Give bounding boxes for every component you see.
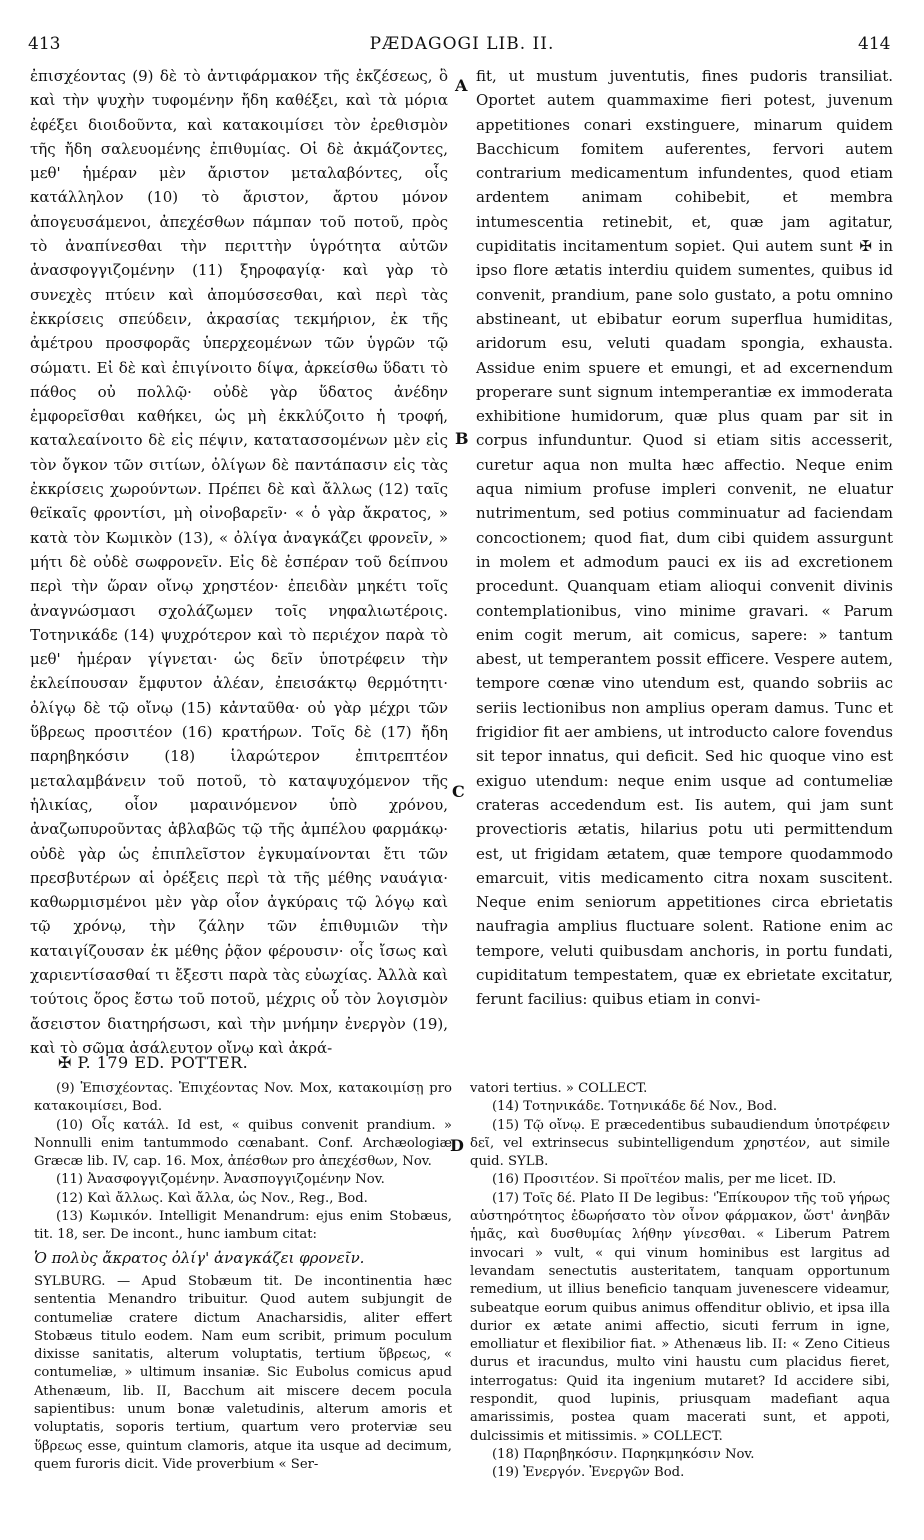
footnote-17: (17) Τοῖς δέ. Plato II De legibus: 'Ἐπίκουρον τῆς τοῦ γήρως αὐστηρότητος ἐδωρήσατο τὸν οἶνον φάρμακον, ὥστ' ἀνηβᾶν ἡμᾶς, καὶ δυσθυμίας λήθην γίνεσθαι. « Liberum Patrem invocari » vult, « qui vinum hominibus est largitus ad levandam senectutis austeritatem, tanquam opportunum remedium, ut illius beneficio tanquam juvenescere videamur, subeatque eorum quibus animus offenditur oblivio, et ipsa illa durior ex ætate animi affectio, sicuti ferrum in igne, emolliatur et flexibilior fiat. » Athenæus lib. II: « Zeno Citieus durus et iracundus, multo vini haustu cum placidus fieret, interrogatus: Quid ita ingenium mutaret? Id accidere sibi, respondit, quod lupinis, priusquam madefiant aqua amarissimis, postea quam macerati sunt, et appoti, dulcissimis et mitissimis. » COLLECT. xyxy=(470,1190,890,1444)
footnote-13-continued: SYLBURG. — Apud Stobæum tit. De incontinentia hæc sententia Menandro tribuitur. Quod autem subjungit de contumeliæ cratere dictum Anacharsidis, aliter effert Stobæus titulo eodem. Nam eum scribit, primum poculum dixisse sanitatis, alterum voluptatis, tertium ὕβρεως, « contumeliæ, » ultimum insaniæ. Sic Eubolus comicus apud Athenæum, lib. II, Bacchum ait miscere decem pocula sapientibus: unum bonæ valetudinis, alterum amoris et voluptatis, soporis tertium, quartum vero proterviæ seu ὕβρεως esse, quintum clamoris, atque ita usque ad decimum, quem furoris dicit. Vide proverbium « Ser- xyxy=(34,1273,452,1472)
quoted-verse: Ὁ πολὺς ἄκρατος ὀλίγ' ἀναγκάζει φρονεῖν. xyxy=(34,1248,365,1267)
footnote-13-end: vatori tertius. » COLLECT. xyxy=(470,1081,648,1096)
potter-page-reference: ✠ P. 179 ED. POTTER. xyxy=(58,1053,249,1072)
footnotes-right xyxy=(470,1080,890,1483)
footnote-9: (9) Ἐπισχέοντας. Ἐπιχέοντας Nov. Mox, κατακοιμίσῃ pro κατακοιμίσει, Bod. xyxy=(34,1081,452,1115)
margin-marker-d: D xyxy=(450,1136,464,1155)
running-head: PÆDAGOGI LIB. II. xyxy=(369,34,555,54)
footnote-15: (15) Τῷ οἴνῳ. E præcedentibus subaudiendum ὑποτρέφειν δεῖ, vel extrinsecus subintelligendum χρηστέον, aut simile quid. SYLB. xyxy=(470,1117,890,1170)
footnotes-left xyxy=(34,1080,452,1474)
footnote-10: (10) Οἷς κατάλ. Id est, « quibus convenit prandium. » Nonnulli enim tantummodo cœnabant. Conf. Archæologiæ Græcæ lib. IV, cap. 16. Mox, ἀπέσθων pro ἀπεχέσθων, Nov. xyxy=(34,1117,452,1170)
footnote-11: (11) Ἀνασφογγιζομένην. Ἀνασπογγιζομένην Nov. xyxy=(56,1172,385,1188)
greek-paragraph: ἐπισχέοντας (9) δὲ τὸ ἀντιφάρμακον τῆς ἐκζέσεως, ὃ καὶ τὴν ψυχὴν τυφομένην ἤδη καθέξει, καὶ τὰ μόρια ἐφέξει διοιδοῦντα, καὶ κατακοιμίσει τὸν ἐρεθισμὸν τῆς ἤδη σαλευομένης ἐπιθυμίας. Οἱ δὲ ἀκμάζοντες, μεθ' ἡμέραν μὲν ἄριστον μεταλαβόντες, οἷς κατάλληλον (10) τὸ ἄριστον, ἄρτου μόνον ἀπογευσάμενοι, ἀπεχέσθων πάμπαν τοῦ ποτοῦ, πρὸς τὸ ἀναπίνεσθαι τὴν περιττὴν ὑγρότητα αὐτῶν ἀνασφογγιζομένην (11) ξηροφαγίᾳ· καὶ γὰρ τὸ συνεχὲς πτύειν καὶ ἀπομύσσεσθαι, καὶ περὶ τὰς ἐκκρίσεις σπεύδειν, ἀκρασίας τεκμήριον, ἐκ τῆς ἀμέτρου προσφορᾶς ὑπερχεομένων τῶν ὑγρῶν τῷ σώματι. Εἰ δὲ καὶ ἐπιγίνοιτο δίψα, ἀρκείσθω ὕδατι τὸ πάθος οὐ πολλῷ· οὐδὲ γὰρ ὕδατος ἀνέδην ἐμφορεῖσθαι καθήκει, ὡς μὴ ἐκκλύζοιτο ἡ τροφή, καταλεαίνοιτο δὲ εἰς πέψιν, κατατασσομένων μὲν εἰς τὸν ὄγκον τῶν σιτίων, ὀλίγων δὲ παντάπασιν εἰς τὰς ἐκκρίσεις χωρούντων. Πρέπει δὲ καὶ ἄλλως (12) ταῖς θεϊκαῖς φροντίσι, μὴ οἰνοβαρεῖν· « ὁ γὰρ ἄκρατος, » κατὰ τὸν Κωμικὸν (13), « ὀλίγα ἀναγκάζει φρονεῖν, » μήτι δὲ οὐδὲ σωφρονεῖν. Εἰς δὲ ἑσπέραν τοῦ δείπνου περὶ τὴν ὥραν οἴνῳ χρηστέον· ἐπειδὰν μηκέτι τοῖς ἀναγνώσμασι σχολάζωμεν τοῖς νηφαλιωτέροις. Τοτηνικάδε (14) ψυχρότερον καὶ τὸ περιέχον παρὰ τὸ μεθ' ἡμέραν γίγνεται· ὡς δεῖν ὑποτρέφειν τὴν ἐκλείπουσαν ἔμφυτον ἀλέαν, ἐπεισάκτῳ θερμότητι· ὀλίγῳ δὲ τῷ οἴνῳ (15) κἀνταῦθα· οὐ γὰρ μέχρι τῶν ὕβρεως προσιτέον (16) κρατήρων. Τοῖς δὲ (17) ἤδη παρηβηκόσιν (18) ἱλαρώτερον ἐπιτρεπτέον μεταλαμβάνειν τοῦ ποτοῦ, τὸ καταψυχόμενον τῆς ἡλικίας, οἷον μαραινόμενον ὑπὸ χρόνου, ἀναζωπυροῦντας ἀβλαβῶς τῷ τῆς ἀμπέλου φαρμάκῳ· οὐδὲ γὰρ ὡς ἐπιπλεῖστον ἐγκυμαίνονται ἔτι τῶν πρεσβυτέρων αἱ ὀρέξεις περὶ τὰ τῆς μέθης ναυάγια· καθωρμισμένοι μὲν γὰρ οἷον ἀγκύραις τῷ λόγῳ καὶ τῷ χρόνῳ, τὴν ζάλην τῶν ἐπιθυμιῶν τὴν καταιγίζουσαν ἐκ μέθης ῥᾷον φέρουσιν· οἷς ἴσως καὶ χαριεντίσασθαί τι ἔξεστι παρὰ τὰς εὐωχίας. Ἀλλὰ καὶ τούτοις ὅρος ἔστω τοῦ ποτοῦ, μέχρις οὗ τὸν λογισμὸν ἄσειστον διατηρήσωσι, καὶ τὴν μνήμην ἐνεργὸν (19), καὶ τὸ σῶμα ἀσάλευτον οἴνῳ καὶ ἀκρά- xyxy=(30,67,448,1057)
margin-marker-a: A xyxy=(455,76,468,95)
page-number-left: 413 xyxy=(28,34,61,54)
latin-paragraph: fit, ut mustum juventutis, fines pudoris transiliat. Oportet autem quammaxime fieri potest, juvenum appetitiones conari exstinguere, minarum quidem Bacchicum fomitem auferentes, fervori autem contrarium medicamentum infundentes, quod etiam ardentem animam cohibebit, et membra intumescentia retinebit, et, quæ jam agitatur, cupiditatis incitamentum sopiet. Qui autem sunt ✠ in ipso flore ætatis interdiu quidem sumentes, quibus id convenit, prandium, pane solo gustato, a potu omnino abstineant, ut ebibatur eorum superflua humiditas, aridorum esu, veluti quadam spongia, exhausta. Assidue enim spuere et emungi, et ad excernendum properare sunt signum intemperantiæ ex immoderata exhibitione humidorum, quæ plus quam par sit in corpus infunduntur. Quod si etiam sitis accesserit, curetur aqua non multa hæc affectio. Neque enim aqua nimium profuse impleri convenit, ne eluatur nutrimentum, sed potius comminuatur ad faciendam concoctionem; quod fiat, dum cibi quidem assurgunt in molem et admodum pauci ex iis ad excretionem procedunt. Quanquam etiam alioqui convenit divinis contemplationibus, vino minime gravari. « Parum enim cogit merum, ait comicus, sapere: » tantum abest, ut temperantem possit efficere. Vespere autem, tempore cœnæ vino utendum est, quando sobriis ac seriis lectionibus non amplius operam damus. Tunc et frigidior fit aer ambiens, ut introducto calore fovendus sit tepor innatus, qui deficit. Sed hic quoque vino est exiguo utendum: neque enim usque ad contumeliæ crateras accedendum est. Iis autem, qui jam sunt provectioris ætatis, hilarius potu uti permittendum est, ut frigidam ætatem, quæ tempore quodammodo emarcuit, vitis medicamento citra noxam suscitent. Neque enim seniorum appetitiones circa ebrietatis naufragia amplius fluctuare solent. Ratione enim ac tempore, veluti quibusdam anchoris, in portu fundati, cupiditatum tempestatem, quæ ex ebrietate excitatur, ferunt facilius: quibus etiam in convi- xyxy=(476,67,893,1009)
margin-marker-c: C xyxy=(452,782,465,801)
footnote-14: (14) Τοτηνικάδε. Τοτηνικάδε δέ Nov., Bod. xyxy=(492,1099,778,1115)
page-number-right: 414 xyxy=(858,34,891,54)
footnote-13: (13) Κωμικόν. Intelligit Menandrum: ejus enim Stobæus, tit. 18, ser. De incont., hunc iambum citat: xyxy=(34,1209,452,1243)
footnote-19: (19) Ἐνεργόν. Ἐνεργῶν Bod. xyxy=(492,1465,685,1481)
greek-text-column xyxy=(30,64,448,1060)
margin-marker-b: B xyxy=(455,429,469,448)
latin-text-column xyxy=(476,64,893,1012)
footnote-12: (12) Καὶ ἄλλως. Καὶ ἄλλα, ὡς Nov., Reg., Bod. xyxy=(56,1190,368,1206)
footnote-16: (16) Προσιτέον. Si προϊτέον malis, per me licet. ID. xyxy=(492,1172,837,1188)
footnote-18: (18) Παρηβηκόσιν. Παρηκμηκόσιν Nov. xyxy=(492,1446,755,1462)
